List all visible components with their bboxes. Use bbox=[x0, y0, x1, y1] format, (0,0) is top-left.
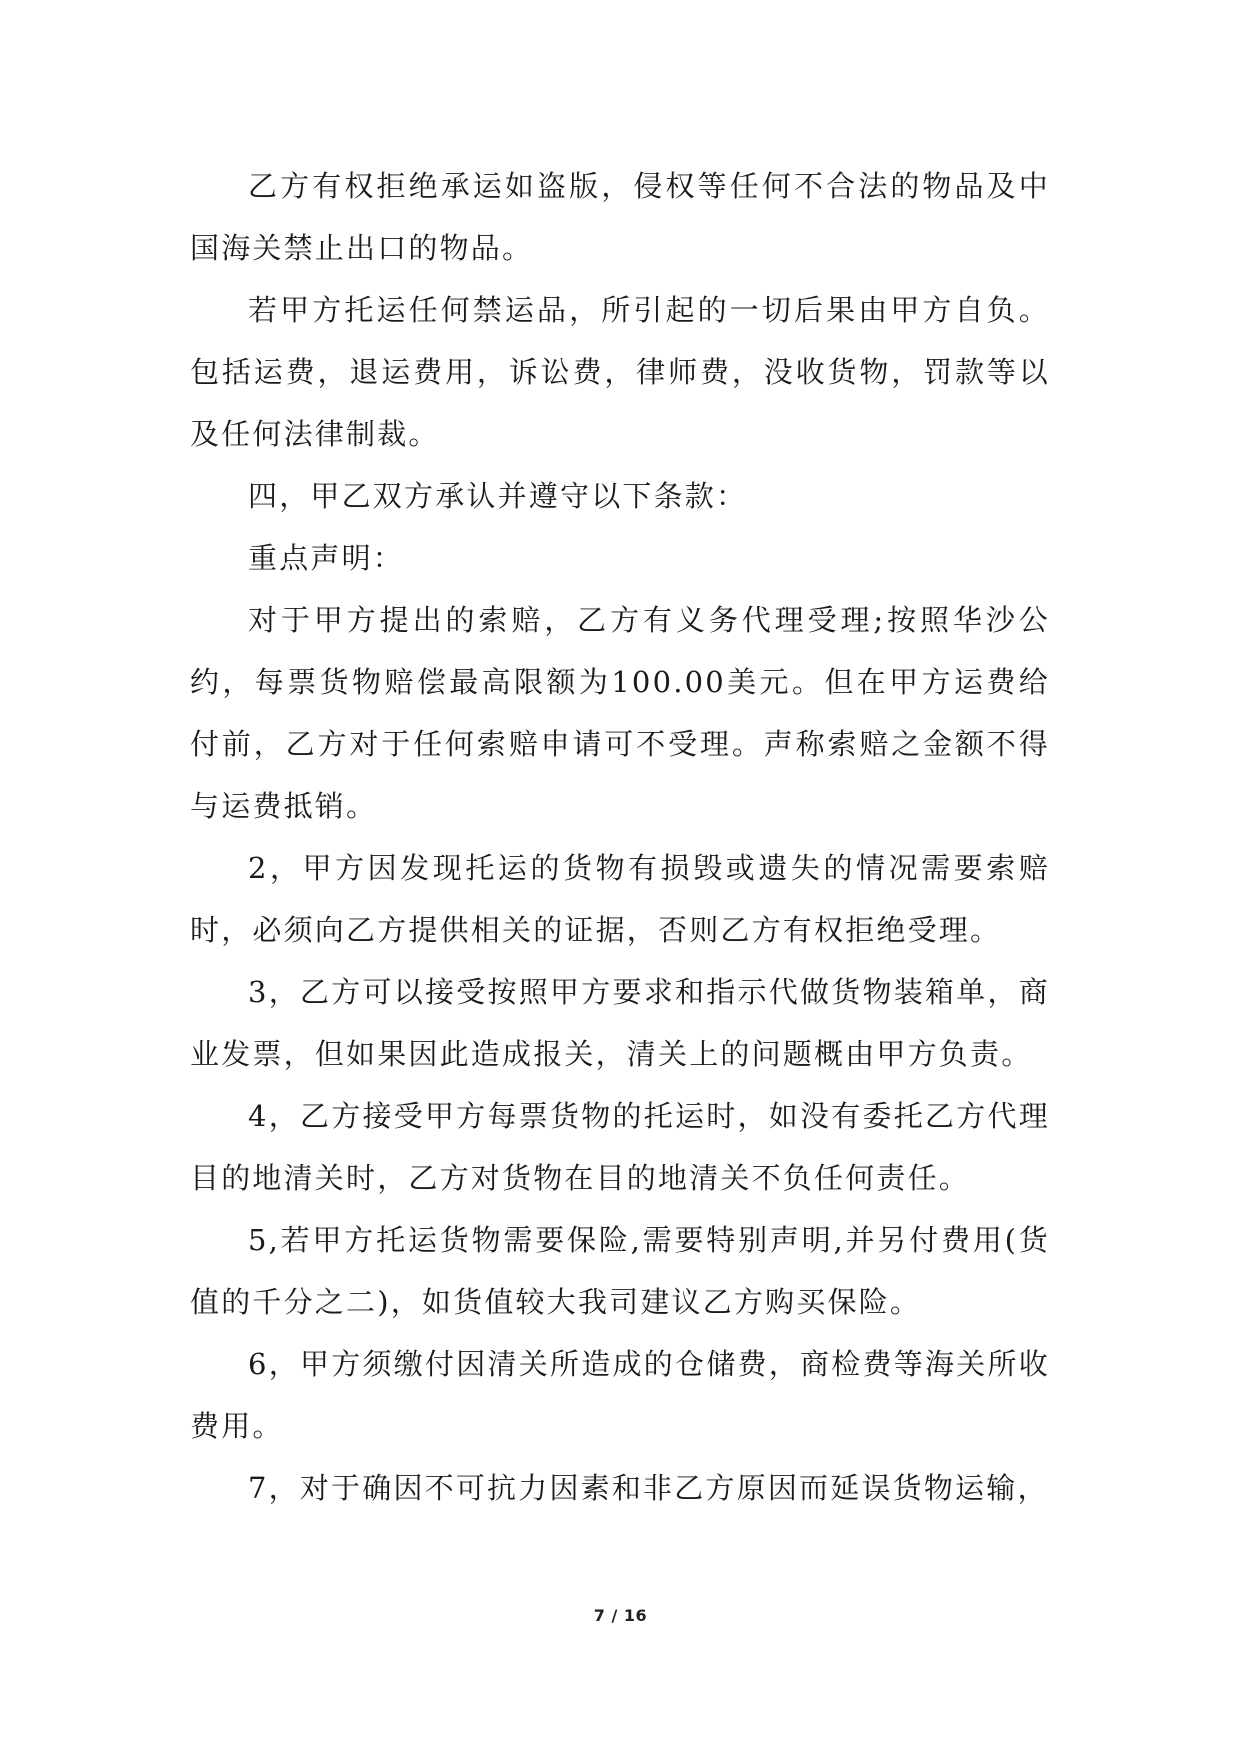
clause-4: 4，乙方接受甲方每票货物的托运时，如没有委托乙方代理目的地清关时，乙方对货物在目的地清关不负任何责任。 bbox=[190, 1099, 1050, 1195]
page-number: 7 / 16 bbox=[593, 1606, 648, 1625]
clause-2: 2，甲方因发现托运的货物有损毁或遗失的情况需要索赔时，必须向乙方提供相关的证据，否则乙方有权拒绝受理。 bbox=[190, 851, 1050, 947]
paragraph-contraband-liability: 若甲方托运任何禁运品，所引起的一切后果由甲方自负。包括运费，退运费用，诉讼费，律师费，没收货物，罚款等以及任何法律制裁。 bbox=[190, 293, 1050, 451]
clause-7: 7，对于确因不可抗力因素和非乙方原因而延误货物运输， bbox=[248, 1471, 1049, 1505]
paragraph-prohibited-goods: 乙方有权拒绝承运如盗版，侵权等任何不合法的物品及中国海关禁止出口的物品。 bbox=[190, 169, 1050, 265]
document-body bbox=[190, 155, 1050, 1519]
clause-6: 6，甲方须缴付因清关所造成的仓储费，商检费等海关所收费用。 bbox=[190, 1347, 1050, 1443]
paragraph-claims: 对于甲方提出的索赔，乙方有义务代理受理;按照华沙公约，每票货物赔偿最高限额为100.00美元。但在甲方运费给付前，乙方对于任何索赔申请可不受理。声称索赔之金额不得与运费抵销。 bbox=[190, 603, 1050, 823]
clause-5: 5,若甲方托运货物需要保险,需要特别声明,并另付费用(货值的千分之二)，如货值较大我司建议乙方购买保险。 bbox=[190, 1223, 1050, 1319]
clause-3: 3，乙方可以接受按照甲方要求和指示代做货物装箱单，商业发票，但如果因此造成报关，清关上的问题概由甲方负责。 bbox=[190, 975, 1050, 1071]
section-heading-four: 四，甲乙双方承认并遵守以下条款： bbox=[248, 479, 748, 513]
heading-key-statement: 重点声明： bbox=[248, 541, 405, 575]
